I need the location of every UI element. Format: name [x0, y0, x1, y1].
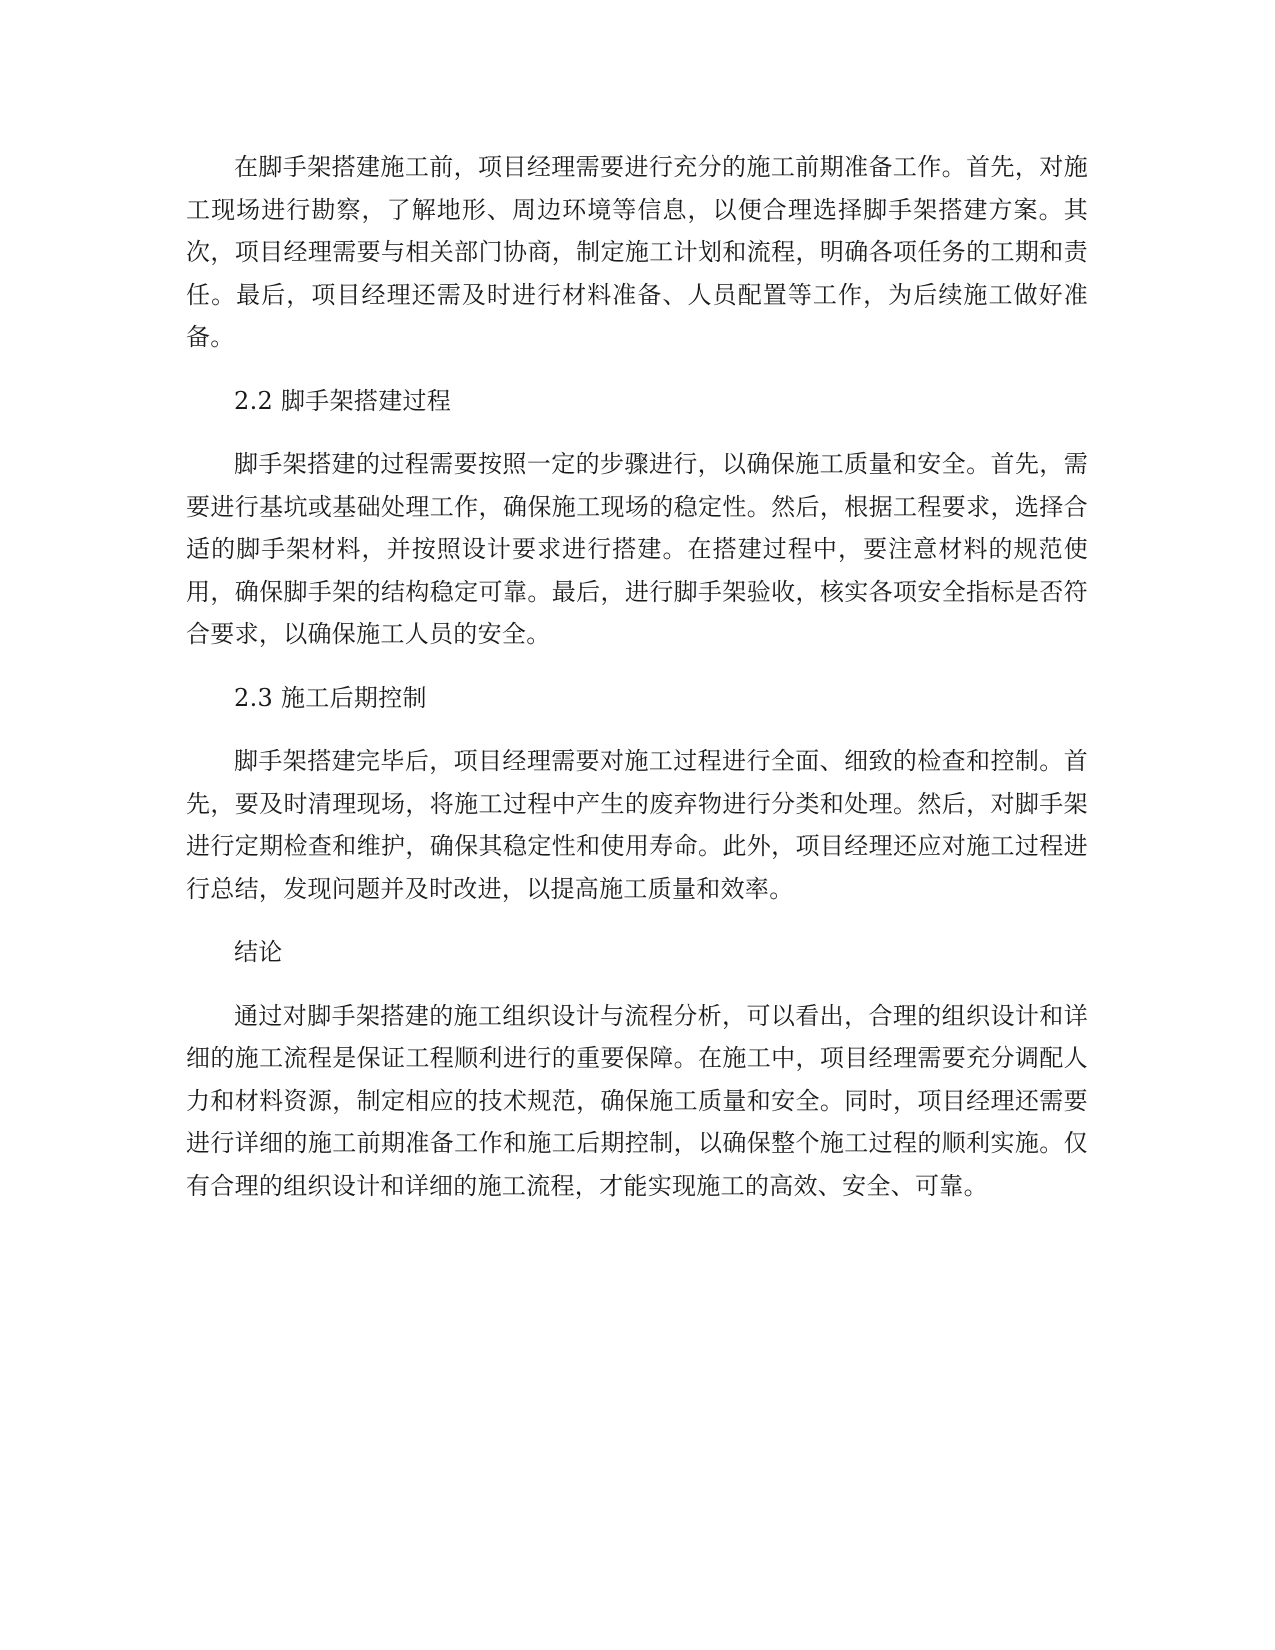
paragraph-construction-process: 脚手架搭建的过程需要按照一定的步骤进行，以确保施工质量和安全。首先，需要进行基坑或基础处理工作，确保施工现场的稳定性。然后，根据工程要求，选择合适的脚手架材料，并按照设计要求进行搭建。在搭建过程中，要注意材料的规范使用，确保脚手架的结构稳定可靠。最后，进行脚手架验收，核实各项安全指标是否符合要求，以确保施工人员的安全。: [186, 450, 1088, 648]
paragraph-conclusion: 通过对脚手架搭建的施工组织设计与流程分析，可以看出，合理的组织设计和详细的施工流程是保证工程顺利进行的重要保障。在施工中，项目经理需要充分调配人力和材料资源，制定相应的技术规范，确保施工质量和安全。同时，项目经理还需要进行详细的施工前期准备工作和施工后期控制，以确保整个施工过程的顺利实施。仅有合理的组织设计和详细的施工流程，才能实现施工的高效、安全、可靠。: [186, 1001, 1088, 1200]
paragraph-post-construction: 脚手架搭建完毕后，项目经理需要对施工过程进行全面、细致的检查和控制。首先，要及时清理现场，将施工过程中产生的废弃物进行分类和处理。然后，对脚手架进行定期检查和维护，确保其稳定性和使用寿命。此外，项目经理还应对施工过程进行总结，发现问题并及时改进，以提高施工质量和效率。: [186, 747, 1088, 903]
section-heading-2-3: 2.3 施工后期控制: [234, 683, 427, 712]
paragraph-preparation: 在脚手架搭建施工前，项目经理需要进行充分的施工前期准备工作。首先，对施工现场进行勘察，了解地形、周边环境等信息，以便合理选择脚手架搭建方案。其次，项目经理需要与相关部门协商，制定施工计划和流程，明确各项任务的工期和责任。最后，项目经理还需及时进行材料准备、人员配置等工作，为后续施工做好准备。: [186, 153, 1088, 351]
section-heading-conclusion: 结论: [234, 938, 283, 966]
section-heading-2-2: 2.2 脚手架搭建过程: [234, 386, 452, 415]
document-body: [186, 146, 1088, 1228]
